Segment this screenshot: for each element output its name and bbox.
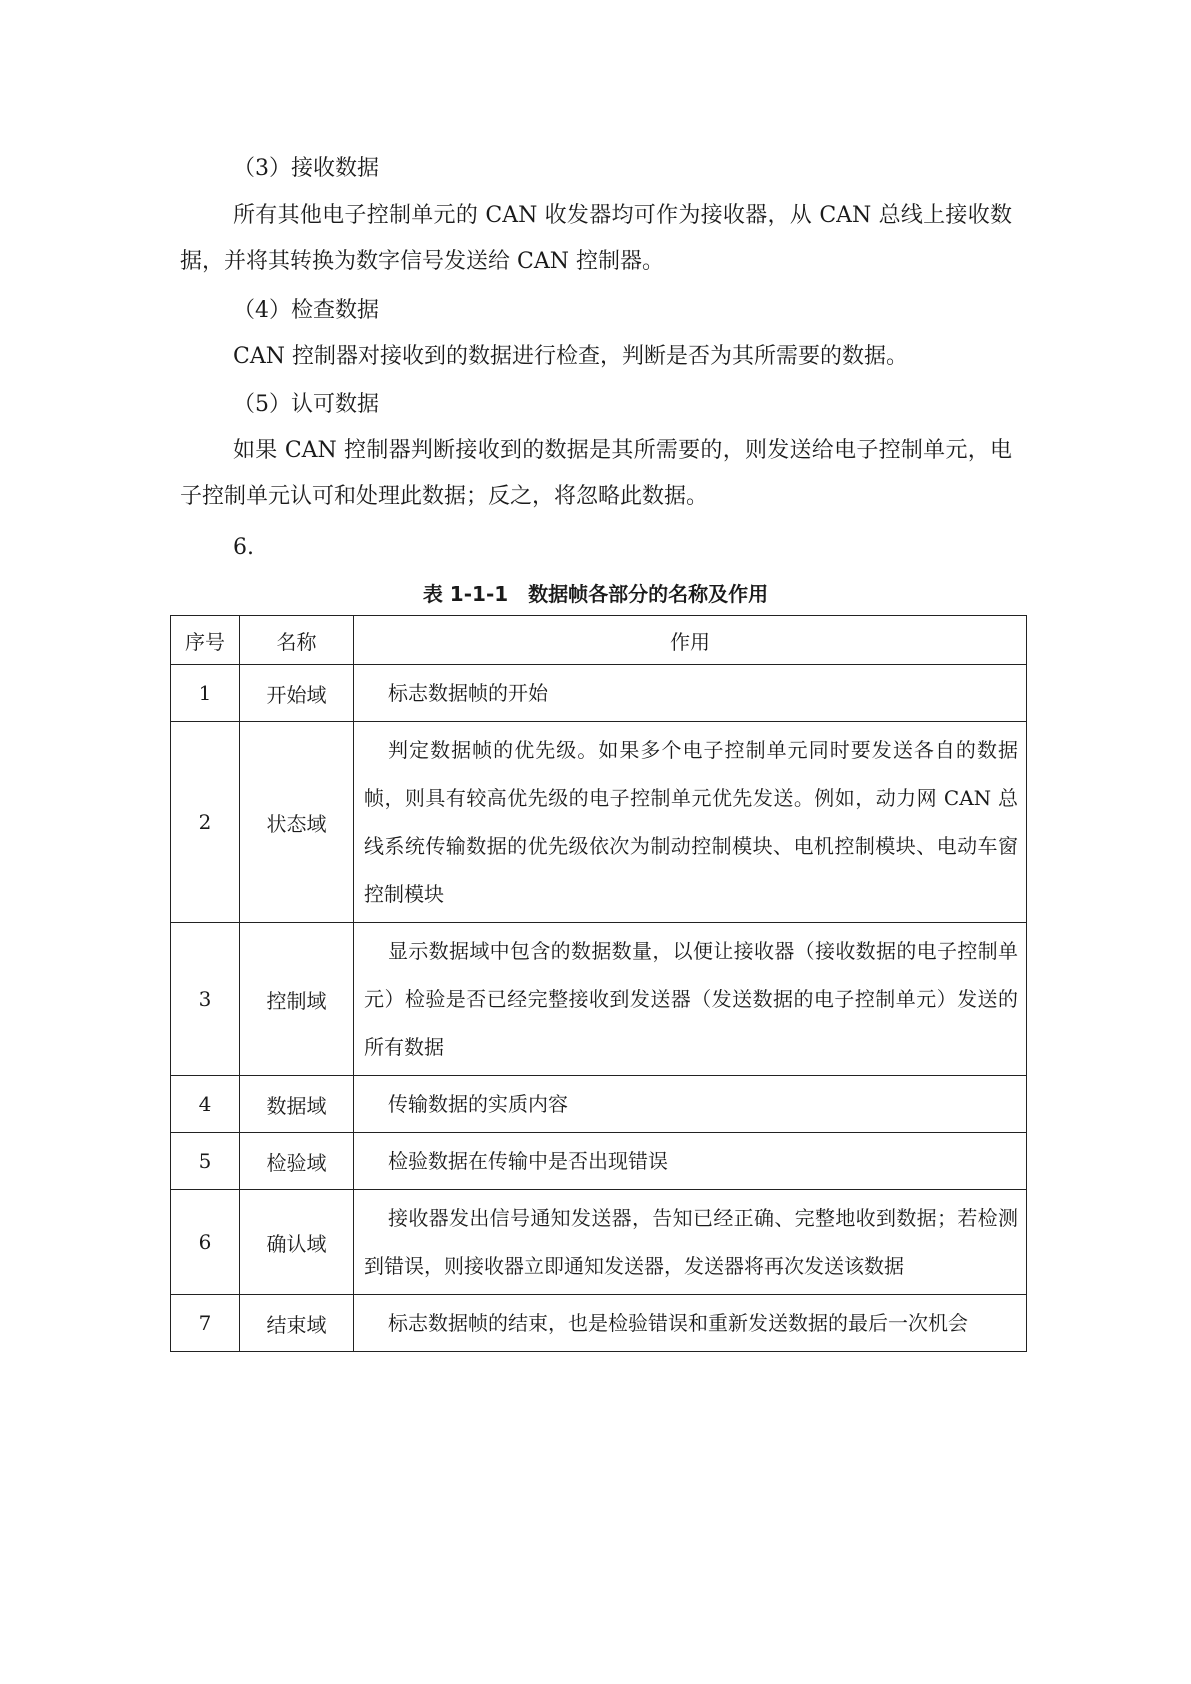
table-row [171,923,1027,1076]
row-name: 开始域 [240,665,354,722]
row-use: 检验数据在传输中是否出现错误 [354,1133,1027,1190]
item-number: 6. [233,535,254,560]
table-row [171,665,1027,722]
table-row [171,1190,1027,1295]
section-body-accept: 如果 CAN 控制器判断接收到的数据是其所需要的，则发送给电子控制单元，电子控制单元认可和处理此数据；反之，将忽略此数据。 [180,438,1012,509]
row-name: 检验域 [240,1133,354,1190]
table-row [171,1133,1027,1190]
row-use: 显示数据域中包含的数据数量，以便让接收器（接收数据的电子控制单元）检验是否已经完整接收到发送器（发送数据的电子控制单元）发送的所有数据 [354,923,1027,1076]
row-name: 确认域 [240,1190,354,1295]
row-use: 传输数据的实质内容 [354,1076,1027,1133]
section-body-receive: 所有其他电子控制单元的 CAN 收发器均可作为接收器，从 CAN 总线上接收数据，并将其转换为数字信号发送给 CAN 控制器。 [180,203,1012,274]
header-use: 作用 [354,616,1027,665]
row-no: 1 [171,665,240,722]
row-name: 控制域 [240,923,354,1076]
table-row [171,722,1027,923]
row-no: 4 [171,1076,240,1133]
row-name: 数据域 [240,1076,354,1133]
row-no: 7 [171,1295,240,1352]
table-header-row [171,616,1027,665]
row-use: 判定数据帧的优先级。如果多个电子控制单元同时要发送各自的数据帧，则具有较高优先级的电子控制单元优先发送。例如，动力网 CAN 总线系统传输数据的优先级依次为制动控制模块、电机控制模块、电动车窗控制模块 [354,722,1027,923]
table-row [171,1076,1027,1133]
section-heading-receive: （3）接收数据 [233,156,379,181]
row-use: 标志数据帧的开始 [354,665,1027,722]
section-heading-check: （4）检查数据 [233,298,379,323]
table-caption: 表 1-1-1 数据帧各部分的名称及作用 [422,582,769,606]
row-no: 3 [171,923,240,1076]
section-heading-accept: （5）认可数据 [233,392,379,417]
row-no: 5 [171,1133,240,1190]
table-row [171,1295,1027,1352]
row-name: 状态域 [240,722,354,923]
row-use: 接收器发出信号通知发送器，告知已经正确、完整地收到数据；若检测到错误，则接收器立即通知发送器，发送器将再次发送该数据 [354,1190,1027,1295]
header-no: 序号 [171,616,240,665]
data-frame-table [170,615,1027,1352]
header-name: 名称 [240,616,354,665]
section-body-check: CAN 控制器对接收到的数据进行检查，判断是否为其所需要的数据。 [233,344,908,369]
row-no: 2 [171,722,240,923]
row-no: 6 [171,1190,240,1295]
row-name: 结束域 [240,1295,354,1352]
row-use: 标志数据帧的结束，也是检验错误和重新发送数据的最后一次机会 [354,1295,1027,1352]
